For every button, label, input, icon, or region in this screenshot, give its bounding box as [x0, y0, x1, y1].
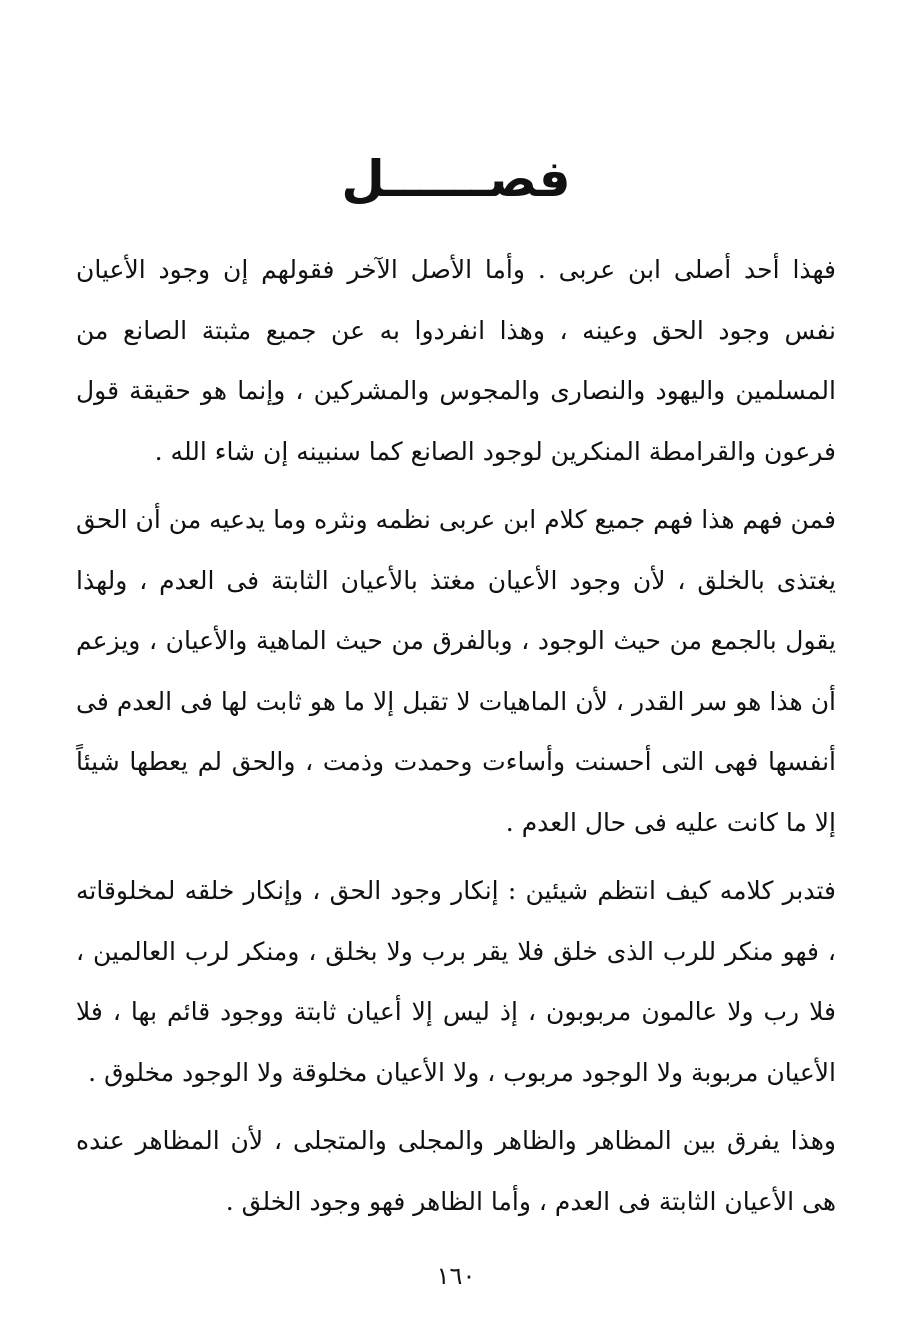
paragraph-4 [76, 1111, 836, 1232]
paragraph-1 [76, 240, 836, 482]
paragraph-3-text: فتدبر كلامه كيف انتظم شيئين : إنكار وجود الحق ، وإنكار خلقه لمخلوقاته ، فهو منكر للرب الذى خلق فلا يقر برب ولا بخلق ، ومنكر لرب العالمين ، فلا رب ولا عالمون مربوبون ، إذ ليس إلا أعيان ثابتة ووجود قائم بها ، فلا الأعيان مربوبة ولا الوجود مربوب ، ولا الأعيان مخلوقة ولا الوجود مخلوق . [76, 876, 836, 1087]
paragraph-4-text: وهذا يفرق بين المظاهر والظاهر والمجلى والمتجلى ، لأن المظاهر عنده هى الأعيان الثابتة فى العدم ، وأما الظاهر فهو وجود الخلق . [76, 1126, 836, 1216]
paragraph-2-text: فمن فهم هذا فهم جميع كلام ابن عربى نظمه ونثره وما يدعيه من أن الحق يغتذى بالخلق ، لأن وجود الأعيان مغتذ بالأعيان الثابتة فى العدم ، ولهذا يقول بالجمع من حيث الوجود ، وبالفرق من حيث الماهية والأعيان ، ويزعم أن هذا هو سر القدر ، لأن الماهيات لا تقبل إلا ما هو ثابت لها فى العدم فى أنفسها فهى التى أحسنت وأساءت وحمدت وذمت ، والحق لم يعطها شيئاً إلا ما كانت عليه فى حال العدم . [76, 505, 836, 837]
paragraph-1-text: فهذا أحد أصلى ابن عربى . وأما الأصل الآخر فقولهم إن وجود الأعيان نفس وجود الحق وعينه ، وهذا انفردوا به عن جميع مثبتة الصانع من المسلمين واليهود والنصارى والمجوس والمشركين ، وإنما هو حقيقة قول فرعون والقرامطة المنكرين لوجود الصانع كما سنبينه إن شاء الله . [76, 255, 836, 466]
body-text [76, 240, 836, 1240]
page-number: ١٦٠ [436, 1262, 476, 1290]
paragraph-3 [76, 861, 836, 1103]
chapter-heading: فصــــــل [341, 150, 571, 208]
paragraph-2 [76, 490, 836, 853]
